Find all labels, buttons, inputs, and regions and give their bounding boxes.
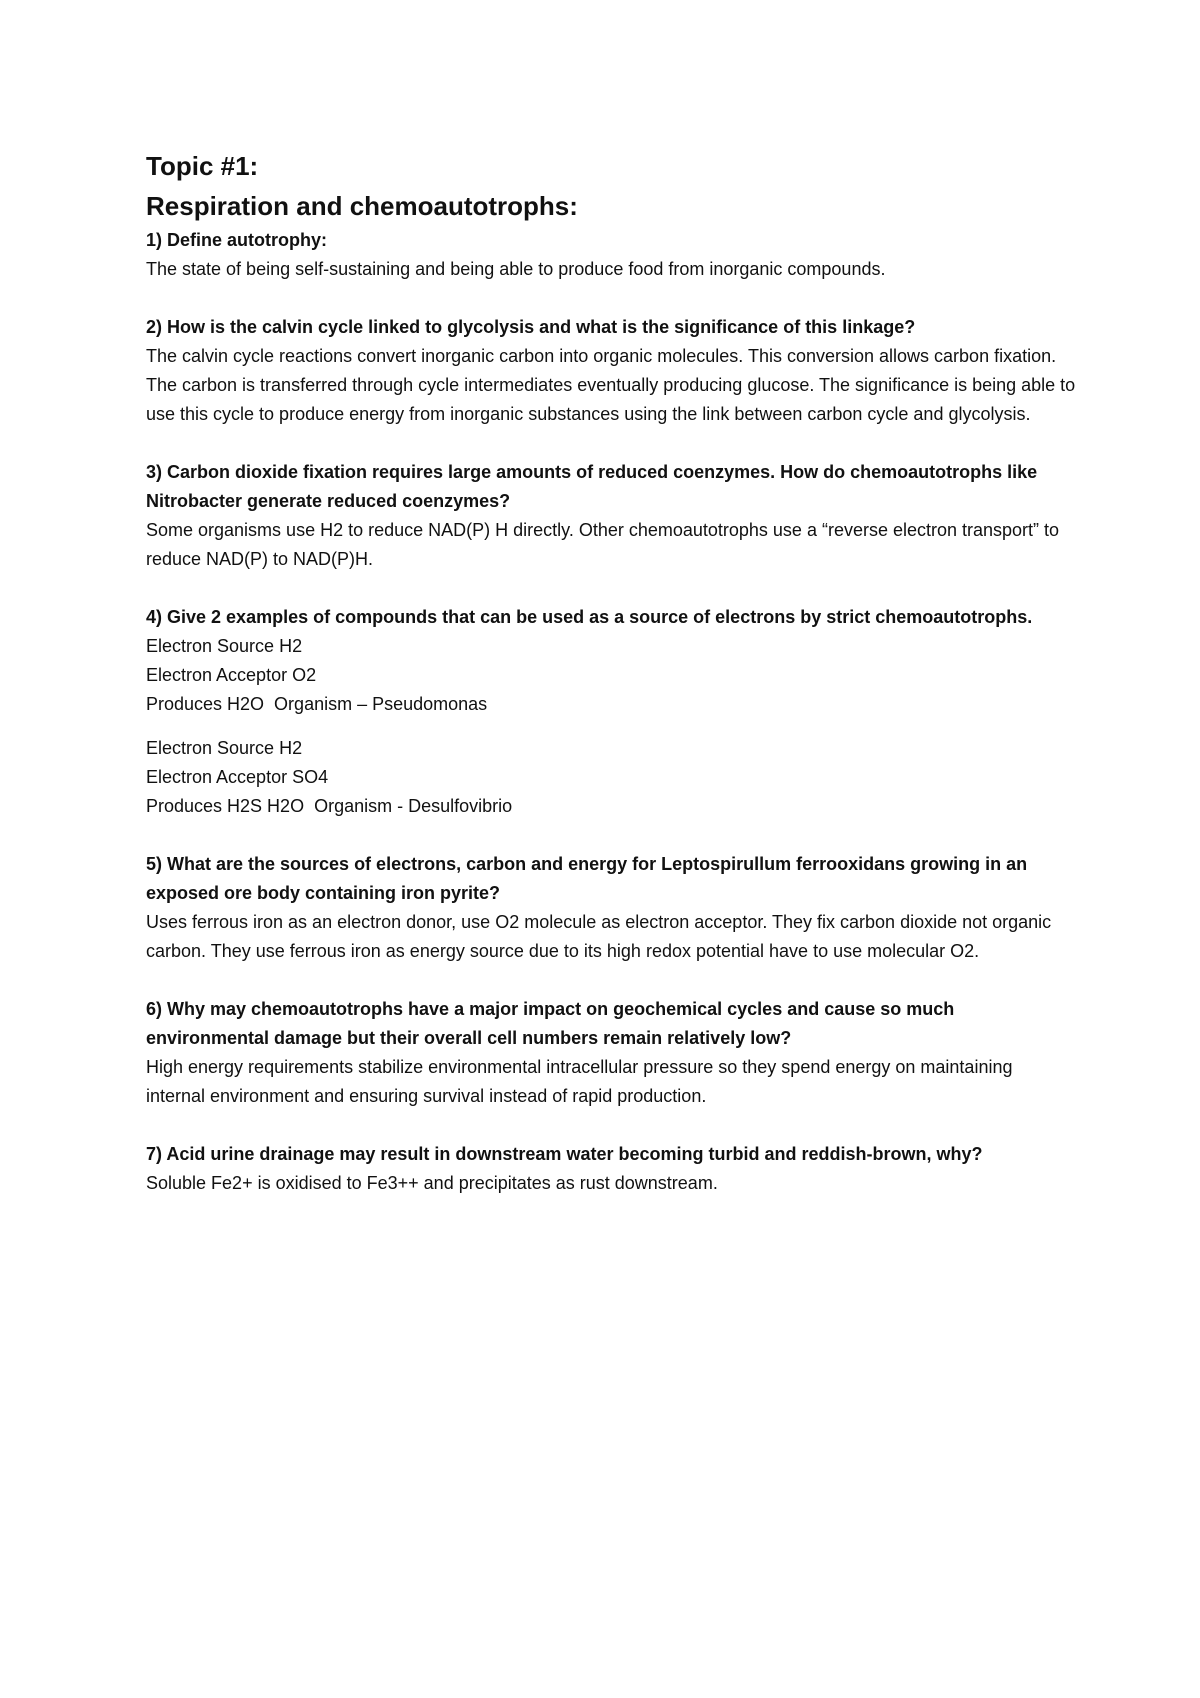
question-text: 7) Acid urine drainage may result in downstream water becoming turbid and reddish-brown, why? bbox=[146, 1144, 983, 1164]
question-block-7 bbox=[146, 1140, 1076, 1198]
question-block-2 bbox=[146, 313, 1076, 429]
question-block-4 bbox=[146, 603, 1076, 821]
question-block-6 bbox=[146, 995, 1076, 1111]
question-text: 5) What are the sources of electrons, carbon and energy for Leptospirullum ferrooxidans growing in an exposed ore body containing iron pyrite? bbox=[146, 854, 1028, 903]
question-text: 6) Why may chemoautotrophs have a major impact on geochemical cycles and cause so much environmental damage but their overall cell numbers remain relatively low? bbox=[146, 999, 955, 1048]
example-group-1 bbox=[146, 632, 1076, 719]
section-title: Respiration and chemoautotrophs: bbox=[146, 191, 578, 221]
answer-text: Soluble Fe2+ is oxidised to Fe3++ and precipitates as rust downstream. bbox=[146, 1173, 718, 1193]
topic-heading: Topic #1: bbox=[146, 151, 259, 181]
question-block-1 bbox=[146, 226, 1076, 284]
question-block-5 bbox=[146, 850, 1076, 966]
electron-source-line: Electron Source H2 bbox=[146, 738, 303, 758]
answer-text: Uses ferrous iron as an electron donor, use O2 molecule as electron acceptor. They fix carbon dioxide not organic carbon. They use ferrous iron as energy source due to its high redox potential have to use molecular O2. bbox=[146, 912, 1052, 961]
answer-text: Some organisms use H2 to reduce NAD(P) H directly. Other chemoautotrophs use a “reverse electron transport” to reduce NAD(P) to NAD(P)H. bbox=[146, 520, 1060, 569]
question-text: 1) Define autotrophy: bbox=[146, 230, 328, 250]
question-block-3 bbox=[146, 458, 1076, 574]
example-group-2 bbox=[146, 734, 1076, 821]
question-text: 3) Carbon dioxide fixation requires large amounts of reduced coenzymes. How do chemoautotrophs like Nitrobacter generate reduced coenzymes? bbox=[146, 462, 1038, 511]
electron-acceptor-line: Electron Acceptor O2 bbox=[146, 665, 317, 685]
answer-text: The calvin cycle reactions convert inorganic carbon into organic molecules. This conversion allows carbon fixation. The carbon is transferred through cycle intermediates eventually producing glucose. The significance is being able to use this cycle to produce energy from inorganic substances using the link between carbon cycle and glycolysis. bbox=[146, 346, 1076, 424]
document-page bbox=[146, 148, 1076, 1227]
question-text: 2) How is the calvin cycle linked to glycolysis and what is the significance of this linkage? bbox=[146, 317, 916, 337]
answer-text: High energy requirements stabilize environmental intracellular pressure so they spend energy on maintaining internal environment and ensuring survival instead of rapid production. bbox=[146, 1057, 1013, 1106]
question-text: 4) Give 2 examples of compounds that can be used as a source of electrons by strict chemoautotrophs. bbox=[146, 607, 1033, 627]
electron-acceptor-line: Electron Acceptor SO4 bbox=[146, 767, 329, 787]
produces-line: Produces H2O Organism – Pseudomonas bbox=[146, 694, 488, 714]
electron-source-line: Electron Source H2 bbox=[146, 636, 303, 656]
answer-text: The state of being self-sustaining and being able to produce food from inorganic compounds. bbox=[146, 259, 886, 279]
produces-line: Produces H2S H2O Organism - Desulfovibrio bbox=[146, 796, 513, 816]
